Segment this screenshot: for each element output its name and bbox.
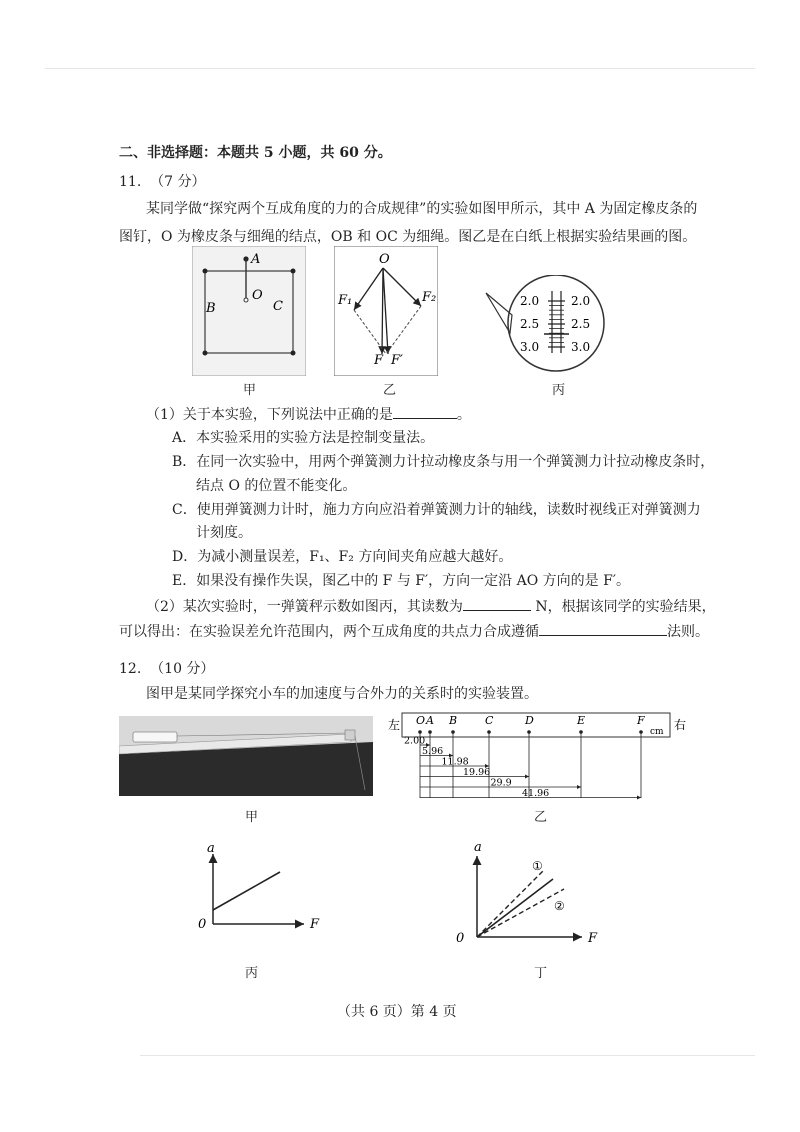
q12-graph-ding xyxy=(454,834,604,949)
label-F: F xyxy=(374,353,384,368)
q12-number xyxy=(119,659,214,679)
label-C: C xyxy=(273,299,283,314)
q11-part1-answer-blank[interactable] xyxy=(393,404,457,419)
label-F1: F₁ xyxy=(338,293,353,308)
tape-right-label: 右 xyxy=(674,718,687,732)
tape-distance-2: 5.96 xyxy=(422,746,444,757)
q11-intro-line1: 某同学做“探究两个互成角度的力的合成规律”的实验如图甲所示，其中 A 为固定橡皮条的 xyxy=(146,201,698,217)
pin-top-left xyxy=(203,269,208,274)
q11-bing-caption: 丙 xyxy=(552,383,566,398)
q11-part2-line1 xyxy=(146,596,716,617)
q11-part2-line2 xyxy=(119,621,709,642)
tape-distance-1: 2.00 xyxy=(404,735,426,747)
pin-bottom-right xyxy=(291,351,296,356)
q11-yi-caption: 乙 xyxy=(383,383,397,398)
bottom-rule xyxy=(140,1055,755,1056)
tape-dim-arrow-6 xyxy=(637,796,641,800)
tick-left-2.0: 2.0 xyxy=(520,294,540,308)
tick-right-2.0: 2.0 xyxy=(571,294,591,308)
tape-point-A: A xyxy=(426,714,434,727)
q11-part1-stem xyxy=(146,404,471,425)
line-label-1: ① xyxy=(532,859,543,873)
q11-part2-text-a: （2）某次实验时，一弹簧秤示数如图丙，其读数为 xyxy=(146,599,463,615)
origin-label-ding: 0 xyxy=(456,931,465,946)
pin-bottom-left xyxy=(203,351,208,356)
q11-option-A: A．本实验采用的实验方法是控制变量法。 xyxy=(172,430,435,446)
q11-part2-rule-blank[interactable] xyxy=(539,621,667,636)
q11-part2-reading-blank[interactable] xyxy=(463,596,531,611)
tape-point-B: B xyxy=(449,714,458,727)
axis-label-a: a xyxy=(207,841,215,856)
line-label-2: ② xyxy=(554,899,565,913)
q11-figure-bing xyxy=(480,275,610,375)
tape-distance-4: 19.96 xyxy=(463,767,491,778)
axis-label-a-ding: a xyxy=(474,840,482,855)
tick-right-3.0: 3.0 xyxy=(571,340,591,354)
page-footer: （共 6 页）第 4 页 xyxy=(337,1004,457,1020)
label-F2: F₂ xyxy=(422,290,437,305)
label-O-yi: O xyxy=(379,252,390,267)
axis-label-F-ding: F xyxy=(588,931,598,946)
tape-point-F: F xyxy=(637,714,645,727)
origin-label: 0 xyxy=(198,917,207,932)
label-B: B xyxy=(206,301,216,316)
q12-tape-figure xyxy=(388,708,688,808)
q11-option-E: E．如果没有操作失误，图乙中的 F 与 F′，方向一定沿 AO 方向的是 F′。 xyxy=(172,573,631,589)
q12-jia-caption: 甲 xyxy=(245,810,259,825)
tape-point-O: O xyxy=(416,714,426,727)
q11-part1-stem-end: 。 xyxy=(456,407,471,423)
top-rule xyxy=(45,68,755,69)
tape-point-C: C xyxy=(485,714,494,727)
q12-bing-caption: 丙 xyxy=(245,966,259,981)
q11-option-B-line1: B．在同一次实验中，用两个弹簧测力计拉动橡皮条与用一个弹簧测力计拉动橡皮条时， xyxy=(172,454,715,470)
q12-yi-caption: 乙 xyxy=(534,810,548,825)
tape-unit: cm xyxy=(650,727,664,737)
q11-points: （7 分） xyxy=(150,174,206,190)
q12-number-text: 12. xyxy=(119,661,142,677)
axis-label-F: F xyxy=(310,917,320,932)
solid-line xyxy=(477,879,553,937)
q11-number-text: 11. xyxy=(119,174,142,190)
q11-option-B-line2: 结点 O 的位置不能变化。 xyxy=(196,478,357,494)
tape-dim-arrow-5 xyxy=(577,785,581,789)
q11-part2-text-b: N，根据该同学的实验结果， xyxy=(535,599,716,615)
q11-number xyxy=(119,172,206,192)
tape-left-label: 左 xyxy=(388,718,401,732)
tape-distance-5: 29.9 xyxy=(490,777,512,789)
a-f-line xyxy=(213,872,280,910)
q11-part2-text-c: 可以得出：在实验误差允许范围内，两个互成角度的共点力合成遵循 xyxy=(119,624,539,640)
section-header: 二、非选择题：本题共 5 小题，共 60 分。 xyxy=(119,145,392,161)
dashed-line-2 xyxy=(477,889,564,937)
tape-point-E: E xyxy=(577,714,586,727)
label-O: O xyxy=(252,288,263,303)
tape-point-D: D xyxy=(525,714,534,727)
pulley xyxy=(345,730,355,740)
q11-option-C-line2: 计刻度。 xyxy=(196,525,252,541)
cart xyxy=(133,732,177,742)
q11-part2-text-d: 法则。 xyxy=(667,624,709,640)
knot-O xyxy=(244,298,248,302)
q11-part1-stem-text: （1）关于本实验，下列说法中正确的是 xyxy=(146,407,393,423)
q12-graph-bing xyxy=(192,840,332,940)
q12-apparatus-photo xyxy=(119,716,373,796)
label-A: A xyxy=(251,252,261,267)
q12-points: （10 分） xyxy=(150,661,215,677)
q11-figure-yi xyxy=(334,246,438,376)
tick-left-2.5: 2.5 xyxy=(520,317,540,331)
dashed-line-1 xyxy=(477,870,544,937)
q11-figure-jia xyxy=(192,246,306,376)
tape-distance-3: 11.98 xyxy=(441,756,469,768)
q11-intro-line2: 图钉，O 为橡皮条与细绳的结点，OB 和 OC 为细绳。图乙是在白纸上根据实验结果画的图。 xyxy=(119,229,697,245)
paper-tape xyxy=(402,713,670,737)
q12-intro: 图甲是某同学探究小车的加速度与合外力的关系时的实验装置。 xyxy=(146,686,538,702)
tick-right-2.5: 2.5 xyxy=(571,317,591,331)
tick-left-3.0: 3.0 xyxy=(520,340,540,354)
label-F-prime: F′ xyxy=(391,353,403,368)
tape-distance-6: 41.96 xyxy=(522,788,550,799)
q11-jia-caption: 甲 xyxy=(243,383,257,398)
tape-dim-arrow-4 xyxy=(525,775,529,779)
q11-option-D: D．为减小测量误差，F₁、F₂ 方向间夹角应越大越好。 xyxy=(172,549,513,565)
q11-option-C-line1: C．使用弹簧测力计时，施力方向应沿着弹簧测力计的轴线，读数时视线正对弹簧测力 xyxy=(172,502,701,518)
pin-top-right xyxy=(291,269,296,274)
q12-ding-caption: 丁 xyxy=(534,966,548,981)
